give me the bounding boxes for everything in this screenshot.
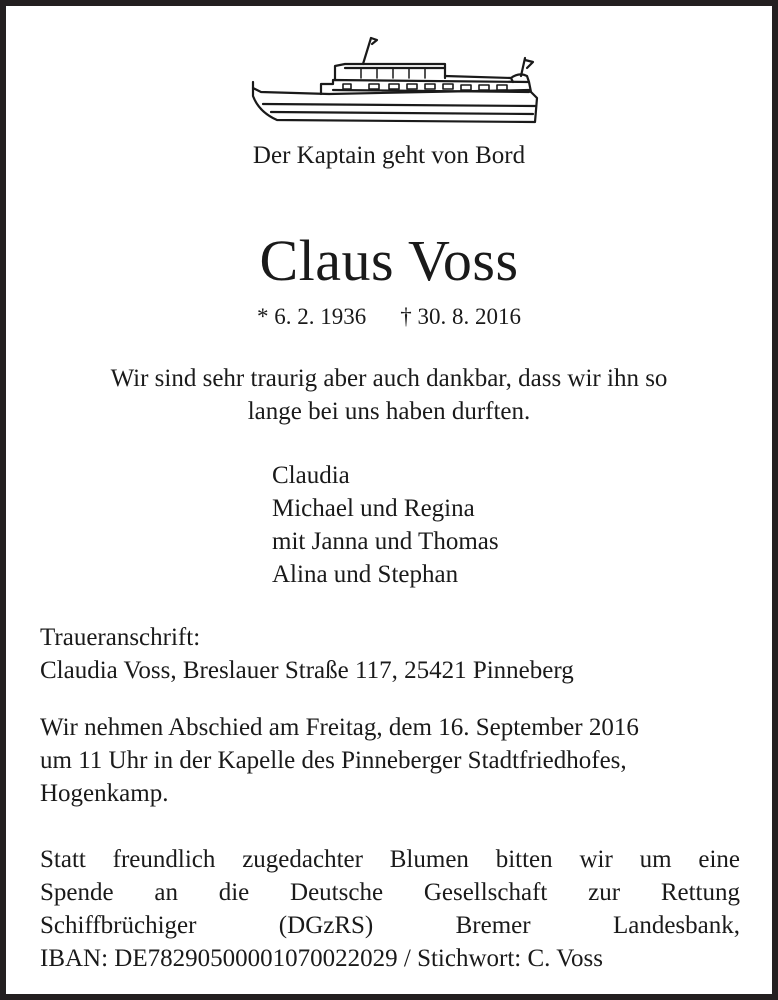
deceased-name: Claus Voss bbox=[259, 228, 519, 293]
message-line: lange bei uns haben durften. bbox=[247, 398, 531, 425]
ship-icon bbox=[249, 32, 543, 128]
condolence-message bbox=[6, 362, 772, 428]
farewell-line: um 11 Uhr in der Kapelle des Pinneberger Stadtfriedhofes, bbox=[40, 747, 627, 774]
farewell-line: Wir nehmen Abschied am Freitag, dem 16. September 2016 bbox=[40, 714, 639, 741]
mourner: mit Janna und Thomas bbox=[272, 528, 499, 555]
donation-line: Spende an die Deutsche Gesellschaft zur Rettung bbox=[40, 879, 740, 906]
donation-request bbox=[40, 843, 740, 975]
subtitle: Der Kaptain geht von Bord bbox=[252, 142, 526, 169]
donation-iban-line: IBAN: DE78290500001070022029 / Stichwort: C. Voss bbox=[40, 945, 604, 972]
death-date: † 30. 8. 2016 bbox=[400, 304, 521, 329]
mourner: Claudia bbox=[272, 462, 350, 489]
mourning-address bbox=[40, 621, 574, 687]
mourners-list bbox=[272, 459, 499, 591]
mourner: Alina und Stephan bbox=[272, 561, 459, 588]
message-line: Wir sind sehr traurig aber auch dankbar, dass wir ihn so bbox=[110, 365, 668, 392]
address-label: Traueranschrift: bbox=[40, 624, 201, 651]
mourner: Michael und Regina bbox=[272, 495, 475, 522]
donation-line: Schiffbrüchiger (DGzRS) Bremer Landesbank, bbox=[40, 912, 740, 939]
donation-line: Statt freundlich zugedachter Blumen bitten wir um eine bbox=[40, 846, 740, 873]
address-value: Claudia Voss, Breslauer Straße 117, 25421 Pinneberg bbox=[40, 657, 574, 684]
birth-date: * 6. 2. 1936 bbox=[257, 304, 367, 329]
farewell-details bbox=[40, 711, 639, 810]
life-dates bbox=[6, 302, 772, 332]
farewell-line: Hogenkamp. bbox=[40, 780, 169, 807]
